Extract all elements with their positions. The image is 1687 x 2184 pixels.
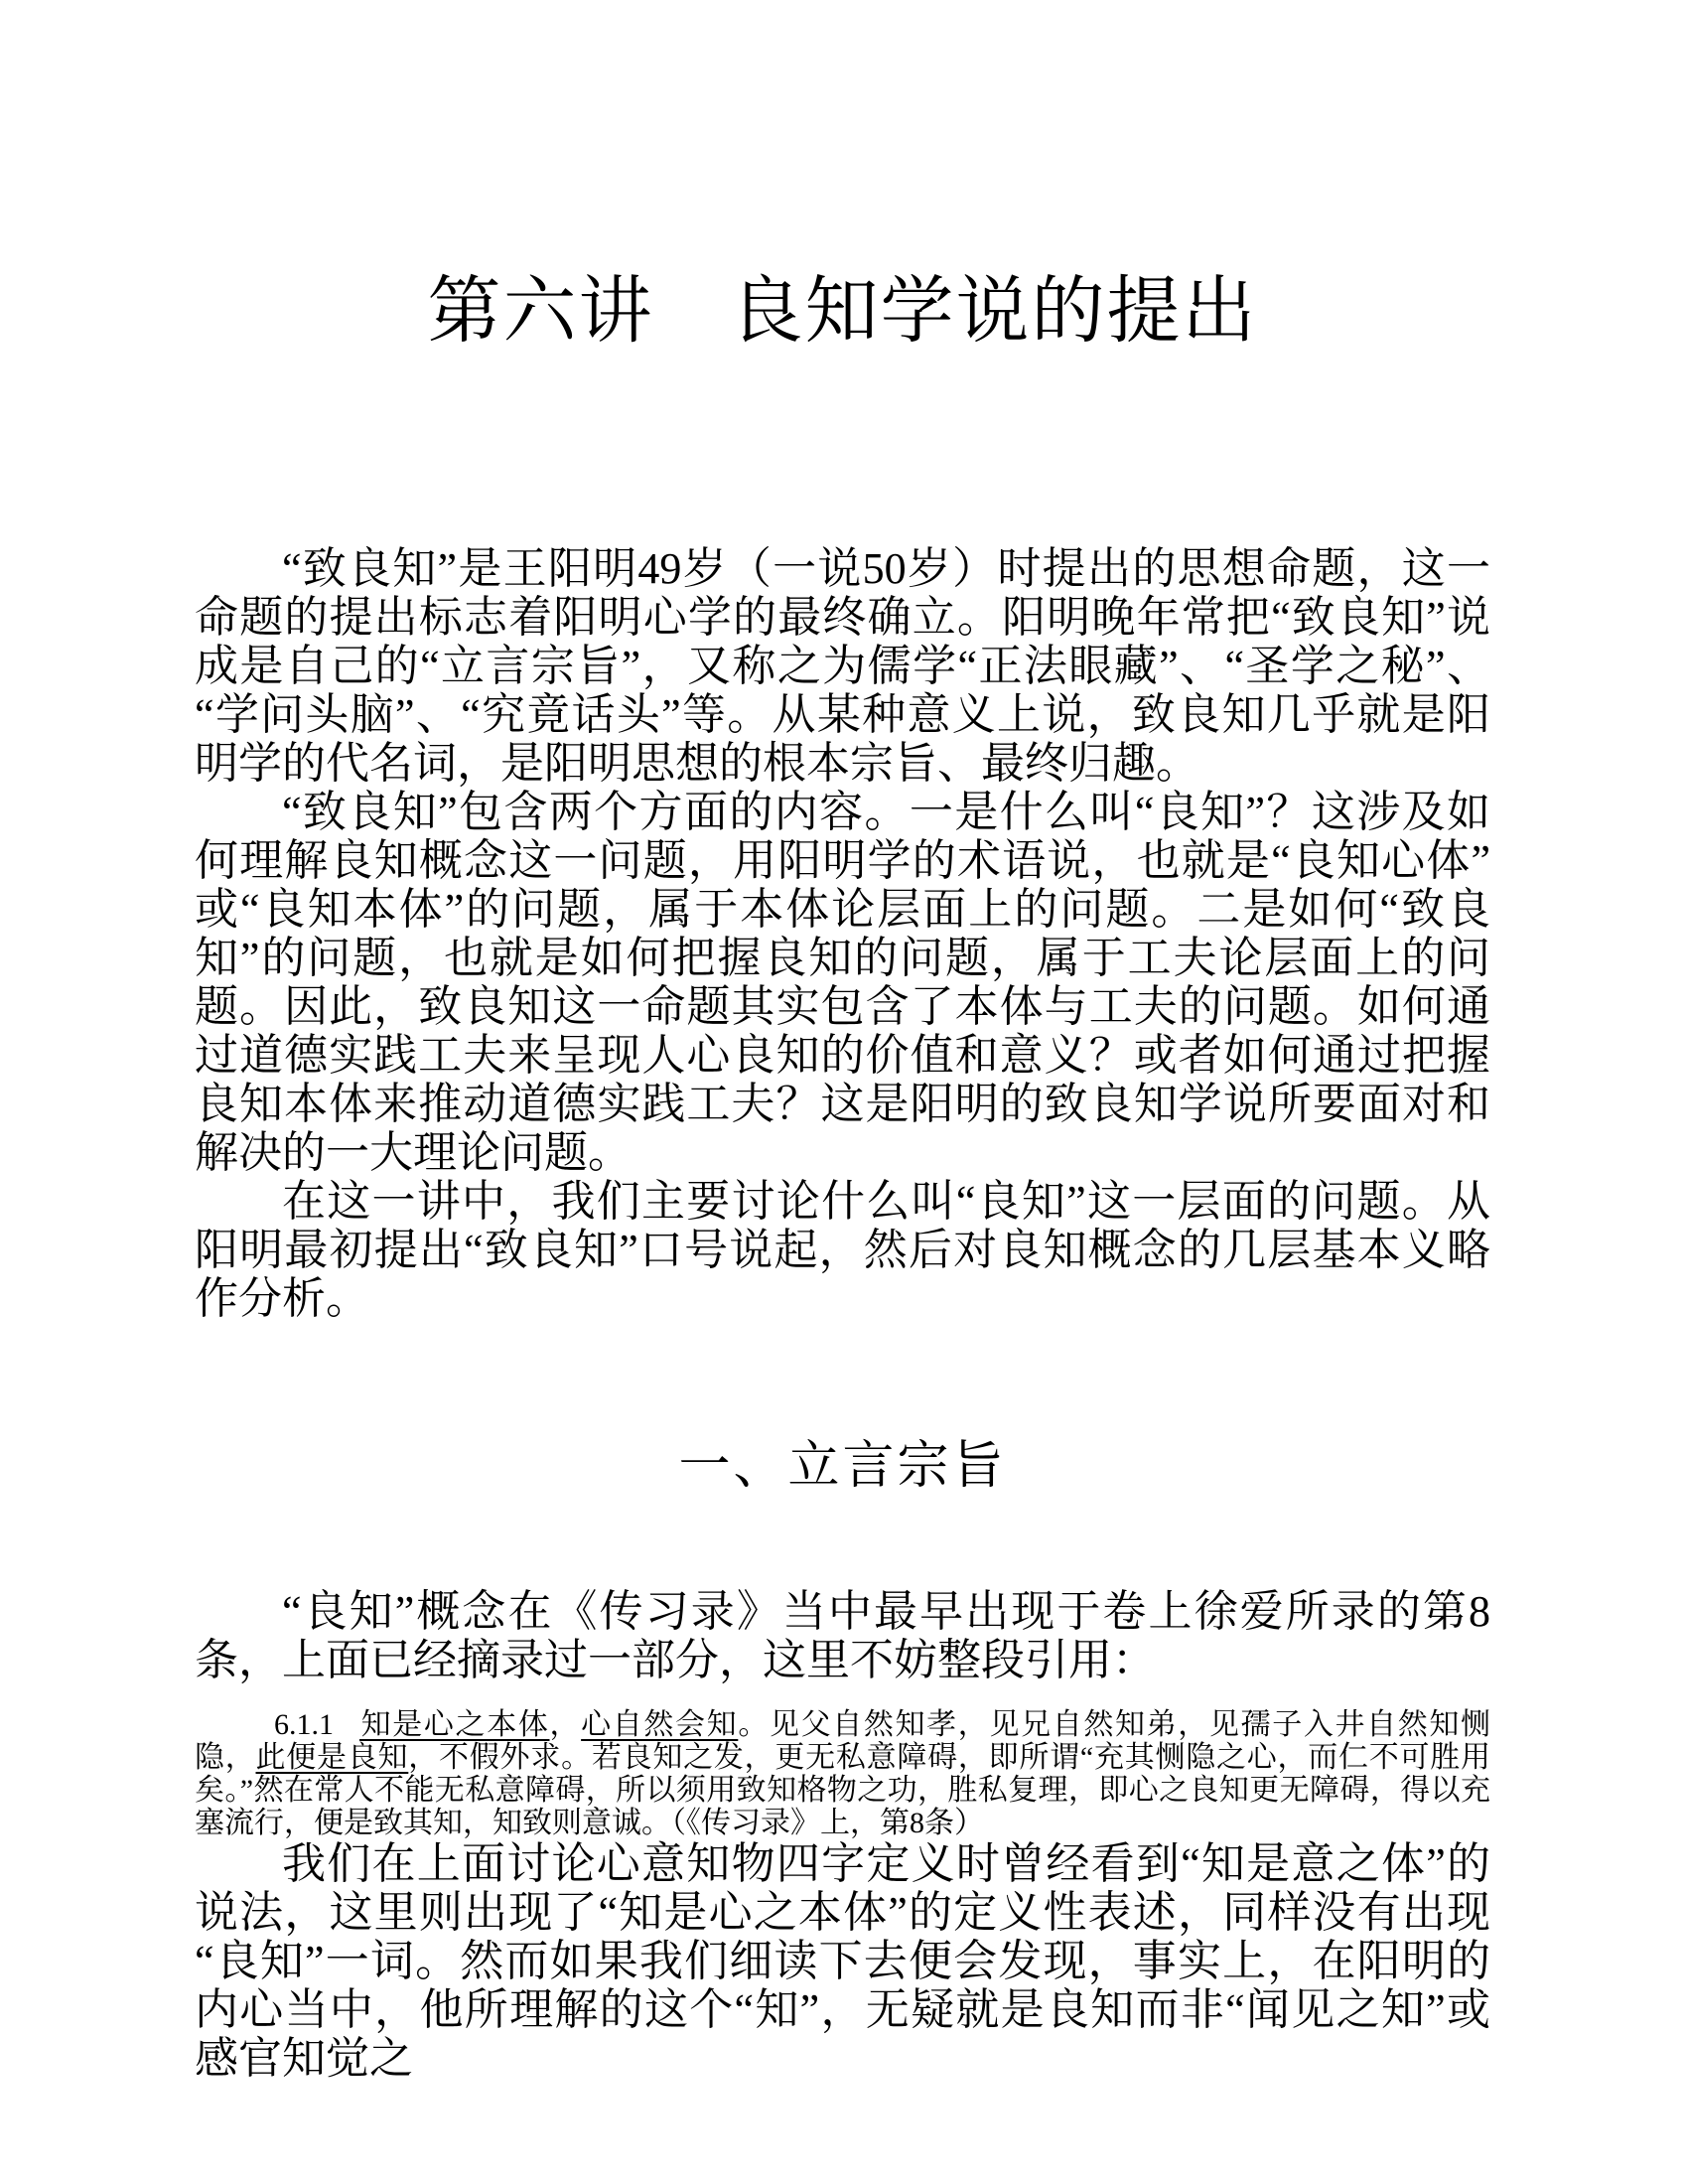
section-heading: 一、立言宗旨 [678,1438,1007,1495]
quote-segment-underlined: 此便是良知 [255,1741,409,1774]
paragraph-liangzhi-origin: “良知”概念在《传习录》当中最早出现于卷上徐爱所录的第8条，上面已经摘录过一部分，这里不妨整段引用： [195,1587,1490,1684]
paragraph-intro: “致良知”是王阳明49岁（一说50岁）时提出的思想命题，这一命题的提出标志着阳明心学的最终确立。阳明晚年常把“致良知”说成是自己的“立言宗旨”，又称之为儒学“正法眼藏”、“圣学之秘”、“学问头脑”、“究竟话头”等。从某种意义上说，致良知几乎就是阳明学的代名词，是阳明思想的根本宗旨、最终归趣。 [195,544,1490,788]
quote-segment-underlined: 知是心之本体 [359,1708,550,1741]
quote-number-label: 6.1.1 [274,1708,334,1741]
quote-segment: ， [549,1708,582,1741]
paragraph-lecture-scope: 在这一讲中，我们主要讨论什么叫“良知”这一层面的问题。从阳明最初提出“致良知”口号说起，然后对良知概念的几层基本义略作分析。 [195,1177,1490,1323]
paragraph-two-aspects: “致良知”包含两个方面的内容。一是什么叫“良知”？这涉及如何理解良知概念这一问题，用阳明学的术语说，也就是“良知心体”或“良知本体”的问题，属于本体论层面上的问题。二是如何“致良知”的问题，也就是如何把握良知的问题，属于工夫论层面上的问题。因此，致良知这一命题其实包含了本体与工夫的问题。如何通过道德实践工夫来呈现人心良知的价值和意义？或者如何通过把握良知本体来推动道德实践工夫？这是阳明的致良知学说所要面对和解决的一大理论问题。 [195,788,1490,1177]
quote-segment: 。见父自然知孝，见兄自然知弟，见孺子入井自然知恻隐， [195,1708,1491,1774]
quote-segment: ，不假外求。若良知之发，更无私意障碍，即所谓“充其恻隐之心，而仁不可胜用矣。”然在常人不能无私意障碍，所以须用致知格物之功，胜私复理，即心之良知更无障碍，得以充塞流行，便是致其知，知致则意诚。（《传习录》上，第8条） [195,1741,1491,1839]
quote-segment-underlined: 心自然会知 [581,1708,739,1741]
quote-block-6-1-1 [195,1708,1490,1839]
chapter-title: 第六讲 良知学说的提出 [427,271,1258,353]
paragraph-analysis: 我们在上面讨论心意知物四字定义时曾经看到“知是意之体”的说法，这里则出现了“知是心之本体”的定义性表述，同样没有出现“良知”一词。然而如果我们细读下去便会发现，事实上，在阳明的内心当中，他所理解的这个“知”，无疑就是良知而非“闻见之知”或感官知觉之 [195,1839,1490,2083]
